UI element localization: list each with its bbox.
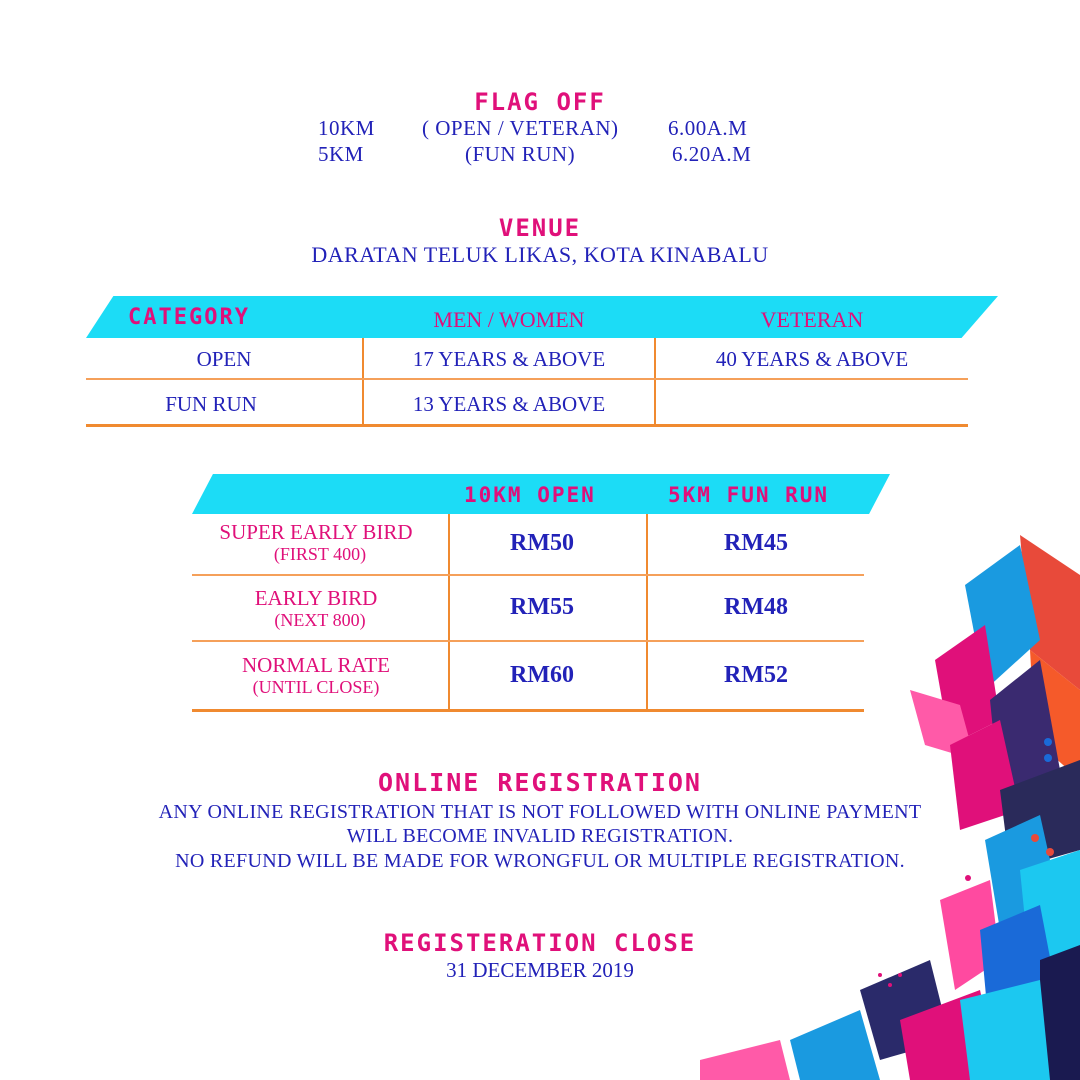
category-bottom-border: [86, 424, 968, 427]
price-row-early-sub: (NEXT 800): [274, 610, 366, 630]
category-header-veteran: VETERAN: [760, 307, 864, 332]
registration-close-date: 31 DECEMBER 2019: [446, 958, 634, 982]
category-row-funrun-men-women: 13 YEARS & ABOVE: [412, 392, 606, 416]
price-row-divider-2: [192, 640, 864, 642]
price-early-5km: RM48: [724, 594, 788, 620]
category-row-open-label: OPEN: [196, 347, 252, 371]
price-row-normal-sub: (UNTIL CLOSE): [252, 677, 380, 697]
online-registration-line-3: NO REFUND WILL BE MADE FOR WRONGFUL OR MULTIPLE REGISTRATION.: [175, 850, 905, 872]
online-registration-line-2: WILL BECOME INVALID REGISTRATION.: [346, 825, 734, 847]
flag-row-10km-category: ( OPEN / VETERAN): [422, 116, 619, 140]
price-bottom-border: [192, 709, 864, 712]
price-header-5km-fun-run: 5KM FUN RUN: [668, 483, 830, 507]
price-normal-10km: RM60: [510, 662, 574, 688]
price-row-normal-label: NORMAL RATE: [242, 653, 390, 677]
price-row-early-label: EARLY BIRD: [254, 586, 378, 610]
price-row-divider-1: [192, 574, 864, 576]
registration-close-title: REGISTERATION CLOSE: [383, 929, 697, 957]
flag-row-10km-time: 6.00A.M: [668, 116, 748, 140]
price-super-early-10km: RM50: [510, 530, 574, 556]
category-header-category: CATEGORY: [128, 305, 250, 330]
price-super-early-5km: RM45: [724, 530, 788, 556]
flag-row-10km-distance: 10KM: [318, 116, 375, 140]
price-row-super-early-sub: (FIRST 400): [273, 544, 367, 564]
price-early-10km: RM55: [510, 594, 574, 620]
venue-location: DARATAN TELUK LIKAS, KOTA KINABALU: [311, 242, 769, 267]
online-registration-line-1: ANY ONLINE REGISTRATION THAT IS NOT FOLLOWED WITH ONLINE PAYMENT: [158, 801, 922, 823]
price-normal-5km: RM52: [724, 662, 788, 688]
price-header-10km-open: 10KM OPEN: [464, 483, 596, 507]
category-row-open-veteran: 40 YEARS & ABOVE: [715, 347, 909, 371]
category-header-men-women: MEN / WOMEN: [433, 307, 585, 332]
flag-row-5km-distance: 5KM: [318, 142, 364, 166]
venue-title: VENUE: [498, 214, 582, 242]
online-registration-title: ONLINE REGISTRATION: [378, 768, 702, 797]
flag-row-5km-time: 6.20A.M: [672, 142, 752, 166]
price-row-super-early-label: SUPER EARLY BIRD: [219, 520, 413, 544]
category-row-open-men-women: 17 YEARS & ABOVE: [412, 347, 606, 371]
flag-off-title: FLAG OFF: [474, 88, 606, 116]
category-row-funrun-label: FUN RUN: [165, 392, 257, 416]
category-row-divider: [86, 378, 968, 380]
flag-row-5km-category: (FUN RUN): [465, 142, 576, 166]
